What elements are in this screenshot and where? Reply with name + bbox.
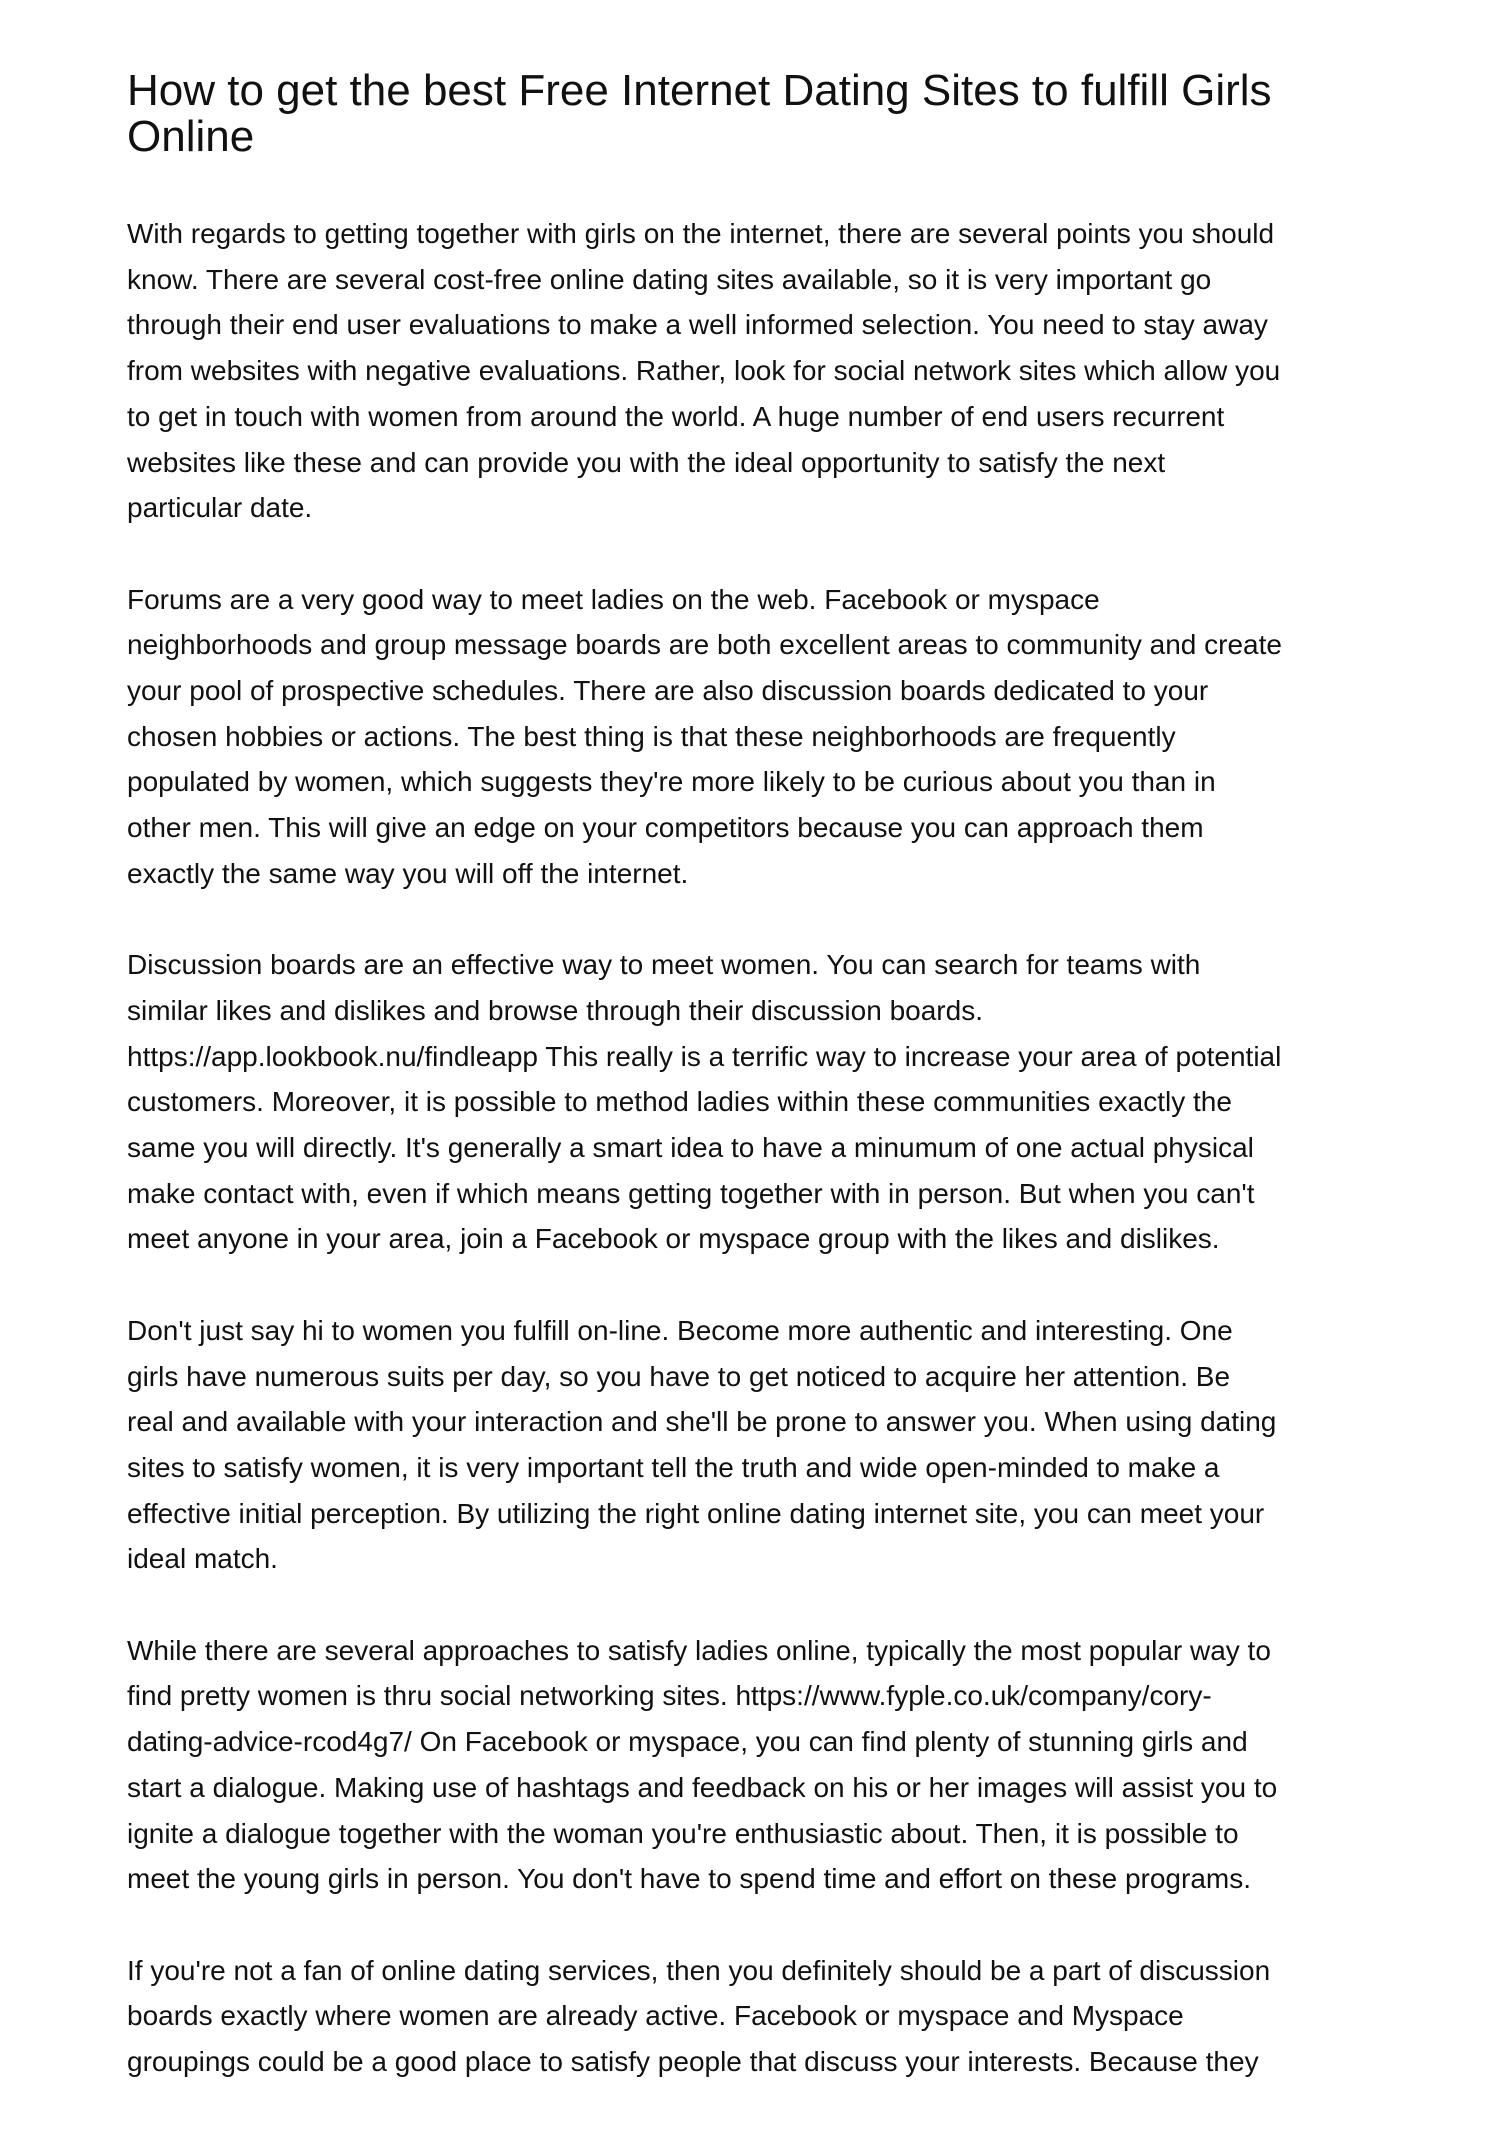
paragraph: [127, 942, 1407, 1262]
text-line: meet anyone in your area, join a Facebook or myspace group with the likes and dislikes.: [127, 1223, 1220, 1255]
text-line: exactly the same way you will off the internet.: [127, 857, 689, 889]
text-line: effective initial perception. By utilizing the right online dating internet site, you can meet your: [127, 1497, 1265, 1529]
text-line: Don't just say hi to women you fulfill on-line. Become more authentic and interesting. One: [127, 1314, 1233, 1346]
text-line: If you're not a fan of online dating services, then you definitely should be a part of discussion: [127, 1954, 1271, 1986]
text-line: customers. Moreover, it is possible to method ladies within these communities exactly the: [127, 1086, 1232, 1118]
text-line: same you will directly. It's generally a smart idea to have a minumum of one actual physical: [127, 1132, 1254, 1164]
text-line: other men. This will give an edge on your competitors because you can approach them: [127, 812, 1204, 844]
paragraph: [127, 1628, 1407, 1902]
paragraph: [127, 1948, 1407, 2085]
text-line: groupings could be a good place to satisfy people that discuss your interests. Because they: [127, 2046, 1259, 2078]
text-line: from websites with negative evaluations. Rather, look for social network sites which allow you: [127, 355, 1281, 387]
page-title: [127, 68, 1407, 160]
text-line: https://app.lookbook.nu/findleapp This really is a terrific way to increase your area of potential: [127, 1040, 1282, 1072]
article-body: [127, 211, 1407, 2085]
text-line: websites like these and can provide you with the ideal opportunity to satisfy the next: [127, 446, 1166, 478]
paragraph: [127, 211, 1407, 531]
text-line: populated by women, which suggests they're more likely to be curious about you than in: [127, 766, 1216, 798]
text-line: Discussion boards are an effective way to meet women. You can search for teams with: [127, 949, 1201, 981]
text-line: particular date.: [127, 492, 313, 524]
text-line: chosen hobbies or actions. The best thing is that these neighborhoods are frequently: [127, 720, 1176, 752]
text-line: start a dialogue. Making use of hashtags and feedback on his or her images will assist you to: [127, 1771, 1278, 1803]
text-line: With regards to getting together with girls on the internet, there are several points you should: [127, 218, 1275, 249]
text-line: real and available with your interaction and she'll be prone to answer you. When using dating: [127, 1406, 1277, 1438]
text-line: find pretty women is thru social networking sites. https://www.fyple.co.uk/company/cory-: [127, 1680, 1212, 1712]
text-line: boards exactly where women are already active. Facebook or myspace and Myspace: [127, 2000, 1184, 2032]
text-line: Forums are a very good way to meet ladies on the web. Facebook or myspace: [127, 583, 1100, 615]
text-line: through their end user evaluations to make a well informed selection. You need to stay away: [127, 309, 1268, 341]
text-line: make contact with, even if which means getting together with in person. But when you can't: [127, 1177, 1255, 1209]
text-line: While there are several approaches to satisfy ladies online, typically the most popular way to: [127, 1634, 1271, 1666]
document-page: [127, 68, 1407, 2130]
text-line: ideal match.: [127, 1543, 278, 1575]
text-line: ignite a dialogue together with the woman you're enthusiastic about. Then, it is possible to: [127, 1817, 1239, 1849]
text-line: dating-advice-rcod4g7/ On Facebook or myspace, you can find plenty of stunning girls and: [127, 1726, 1248, 1758]
title-line: How to get the best Free Internet Dating Sites to fulfill Girls: [127, 66, 1272, 115]
paragraph: [127, 1308, 1407, 1582]
text-line: girls have numerous suits per day, so you have to get noticed to acquire her attention. Be: [127, 1360, 1231, 1392]
text-line: know. There are several cost-free online dating sites available, so it is very important go: [127, 263, 1212, 295]
text-line: similar likes and dislikes and browse through their discussion boards.: [127, 994, 983, 1026]
title-line: Online: [127, 112, 255, 161]
text-line: to get in touch with women from around the world. A huge number of end users recurrent: [127, 400, 1225, 432]
text-line: sites to satisfy women, it is very important tell the truth and wide open-minded to make a: [127, 1451, 1220, 1483]
text-line: your pool of prospective schedules. There are also discussion boards dedicated to your: [127, 675, 1209, 707]
text-line: neighborhoods and group message boards are both excellent areas to community and create: [127, 629, 1282, 661]
text-line: meet the young girls in person. You don't have to spend time and effort on these programs.: [127, 1863, 1251, 1895]
paragraph: [127, 577, 1407, 897]
